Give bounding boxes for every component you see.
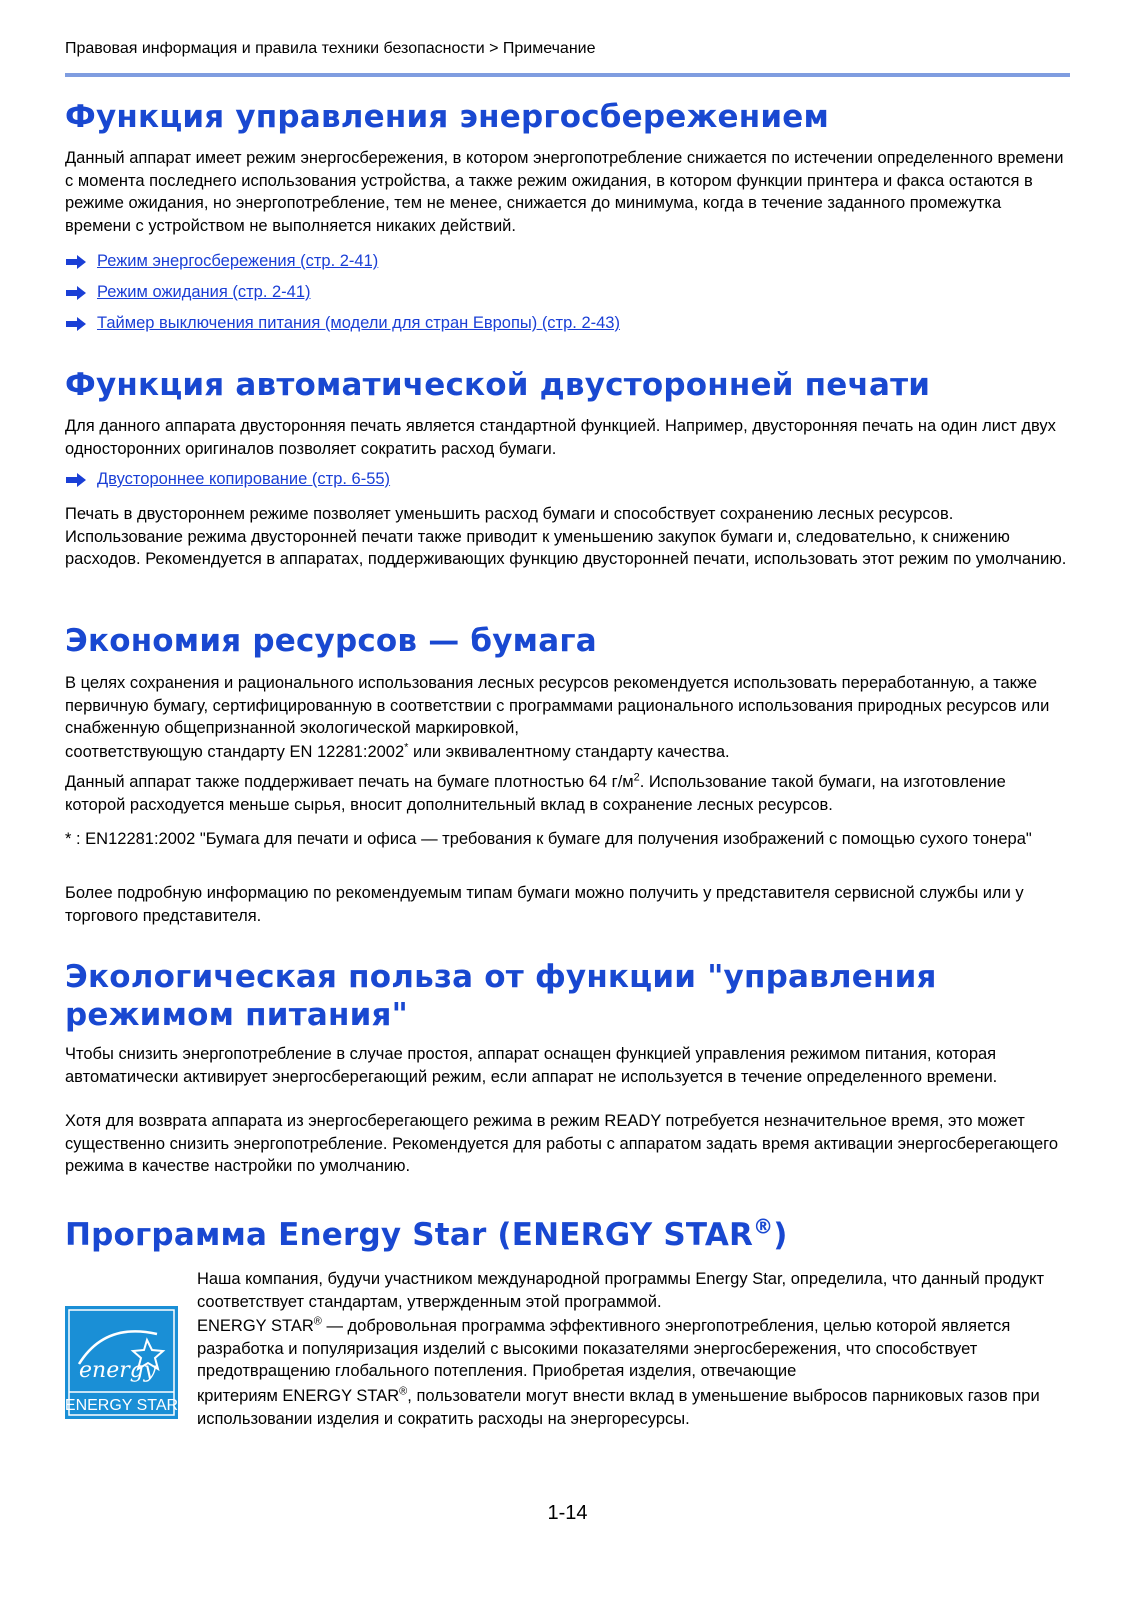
header-rule	[65, 73, 1070, 77]
paper-text-1-cont: соответствующую стандарту EN 12281:2002* или эквивалентному стандарту качества.	[65, 741, 730, 761]
paper-text-3: Более подробную информацию по рекомендуемым типам бумаги можно получить у представителя сервисной службы или у торгового представителя.	[65, 884, 1024, 925]
link-power-off-timer-text[interactable]: Таймер выключения питания (модели для стран Европы) (стр. 2-43)	[97, 314, 620, 332]
energy-star-text-1: Наша компания, будучи участником международной программы Energy Star, определила, что данный продукт соответствует стандартам, утвержденным этой программой.	[197, 1270, 1045, 1311]
power-mgmt-text-2: Хотя для возврата аппарата из энергосберегающего режима в режим READY потребуется незначительное время, это может существенно снизить энергопотребление. Рекомендуется для работы с аппаратом задать время активации энергосберегающего режима в качестве настройки по умолчанию.	[65, 1112, 1058, 1175]
link-sleep-mode-text[interactable]: Режим энергосбережения (стр. 2-41)	[97, 252, 379, 270]
link-standby-mode[interactable]	[65, 277, 620, 308]
link-duplex-copy-text[interactable]: Двустороннее копирование (стр. 6-55)	[97, 470, 391, 488]
heading-duplex: Функция автоматической двусторонней печати	[65, 367, 931, 403]
arrow-right-icon	[65, 255, 87, 269]
paper-text-1: В целях сохранения и рационального использования лесных ресурсов рекомендуется использовать переработанную, а также первичную бумагу, сертифицированную в соответствии с программами рационального использования природных ресурсов или снабженную общепризнанной экологической маркировкой,	[65, 674, 1050, 737]
duplex-links	[65, 464, 390, 495]
heading-energy-saving: Функция управления энергосбережением	[65, 99, 830, 135]
heading-energy-star: Программа Energy Star (ENERGY STAR®)	[65, 1214, 788, 1253]
energy-star-text-2: ENERGY STAR® — добровольная программа эффективного энергопотребления, целью которой является разработка и популяризация изделий с высокими показателями энергосбережения, что способствует предотвращению глобального потепления. Приобретая изделия, отвечающие	[197, 1315, 1011, 1380]
energy-star-logo-script: energy	[79, 1358, 157, 1383]
duplex-text-2: Печать в двустороннем режиме позволяет уменьшить расход бумаги и способствует сохранению лесных ресурсов. Использование режима двусторонней печати также приводит к уменьшению закупок бумаги и, следовательно, к снижению расходов. Рекомендуется в аппаратах, поддерживающих функцию двусторонней печати, использовать этот режим по умолчанию.	[65, 505, 1067, 568]
paper-footnote: * : EN12281:2002 "Бумага для печати и офиса — требования к бумаге для получения изображений с помощью сухого тонера"	[65, 830, 1032, 848]
power-mgmt-text-1: Чтобы снизить энергопотребление в случае простоя, аппарат оснащен функцией управления режимом питания, которая автоматически активирует энергосберегающий режим, если аппарат не используется в течение определенного времени.	[65, 1045, 998, 1086]
link-duplex-copy[interactable]	[65, 464, 390, 495]
heading-power-management: Экологическая польза от функции "управления режимом питания"	[65, 959, 937, 1033]
link-sleep-mode[interactable]	[65, 246, 620, 277]
arrow-right-icon	[65, 286, 87, 300]
breadcrumb: Правовая информация и правила техники безопасности > Примечание	[65, 40, 596, 57]
duplex-text-1: Для данного аппарата двусторонняя печать является стандартной функцией. Например, двусторонняя печать на один лист двух односторонних оригиналов позволяет сократить расход бумаги.	[65, 417, 1056, 458]
energy-star-text-2-cont: критериям ENERGY STAR®, пользователи могут внести вклад в уменьшение выбросов парниковых газов при использовании изделия и сократить расходы на энергоресурсы.	[197, 1385, 1040, 1428]
paper-text-2: Данный аппарат также поддерживает печать на бумаге плотностью 64 $г/м^2$. Использование такой бумаги, на изготовление которой расходуется меньше сырья, вносит дополнительный вклад в сохранение лесных ресурсов.	[65, 771, 1006, 814]
page-number: 1-14	[547, 1502, 588, 1524]
energy-star-logo	[65, 1306, 178, 1419]
arrow-right-icon	[65, 473, 87, 487]
energy-saving-links	[65, 246, 620, 339]
heading-paper: Экономия ресурсов — бумага	[65, 623, 597, 659]
link-power-off-timer[interactable]	[65, 308, 620, 339]
energy-star-logo-label: ENERGY STAR	[65, 1397, 178, 1414]
arrow-right-icon	[65, 317, 87, 331]
energy-saving-text: Данный аппарат имеет режим энергосбережения, в котором энергопотребление снижается по истечении определенного времени с момента последнего использования устройства, а также режим ожидания, в котором функции принтера и факса остаются в режиме ожидания, но энергопотребление, тем не менее, снижается до минимума, когда в течение заданного промежутка времени с устройством не выполняется никаких действий.	[65, 149, 1064, 235]
link-standby-mode-text[interactable]: Режим ожидания (стр. 2-41)	[97, 283, 311, 301]
